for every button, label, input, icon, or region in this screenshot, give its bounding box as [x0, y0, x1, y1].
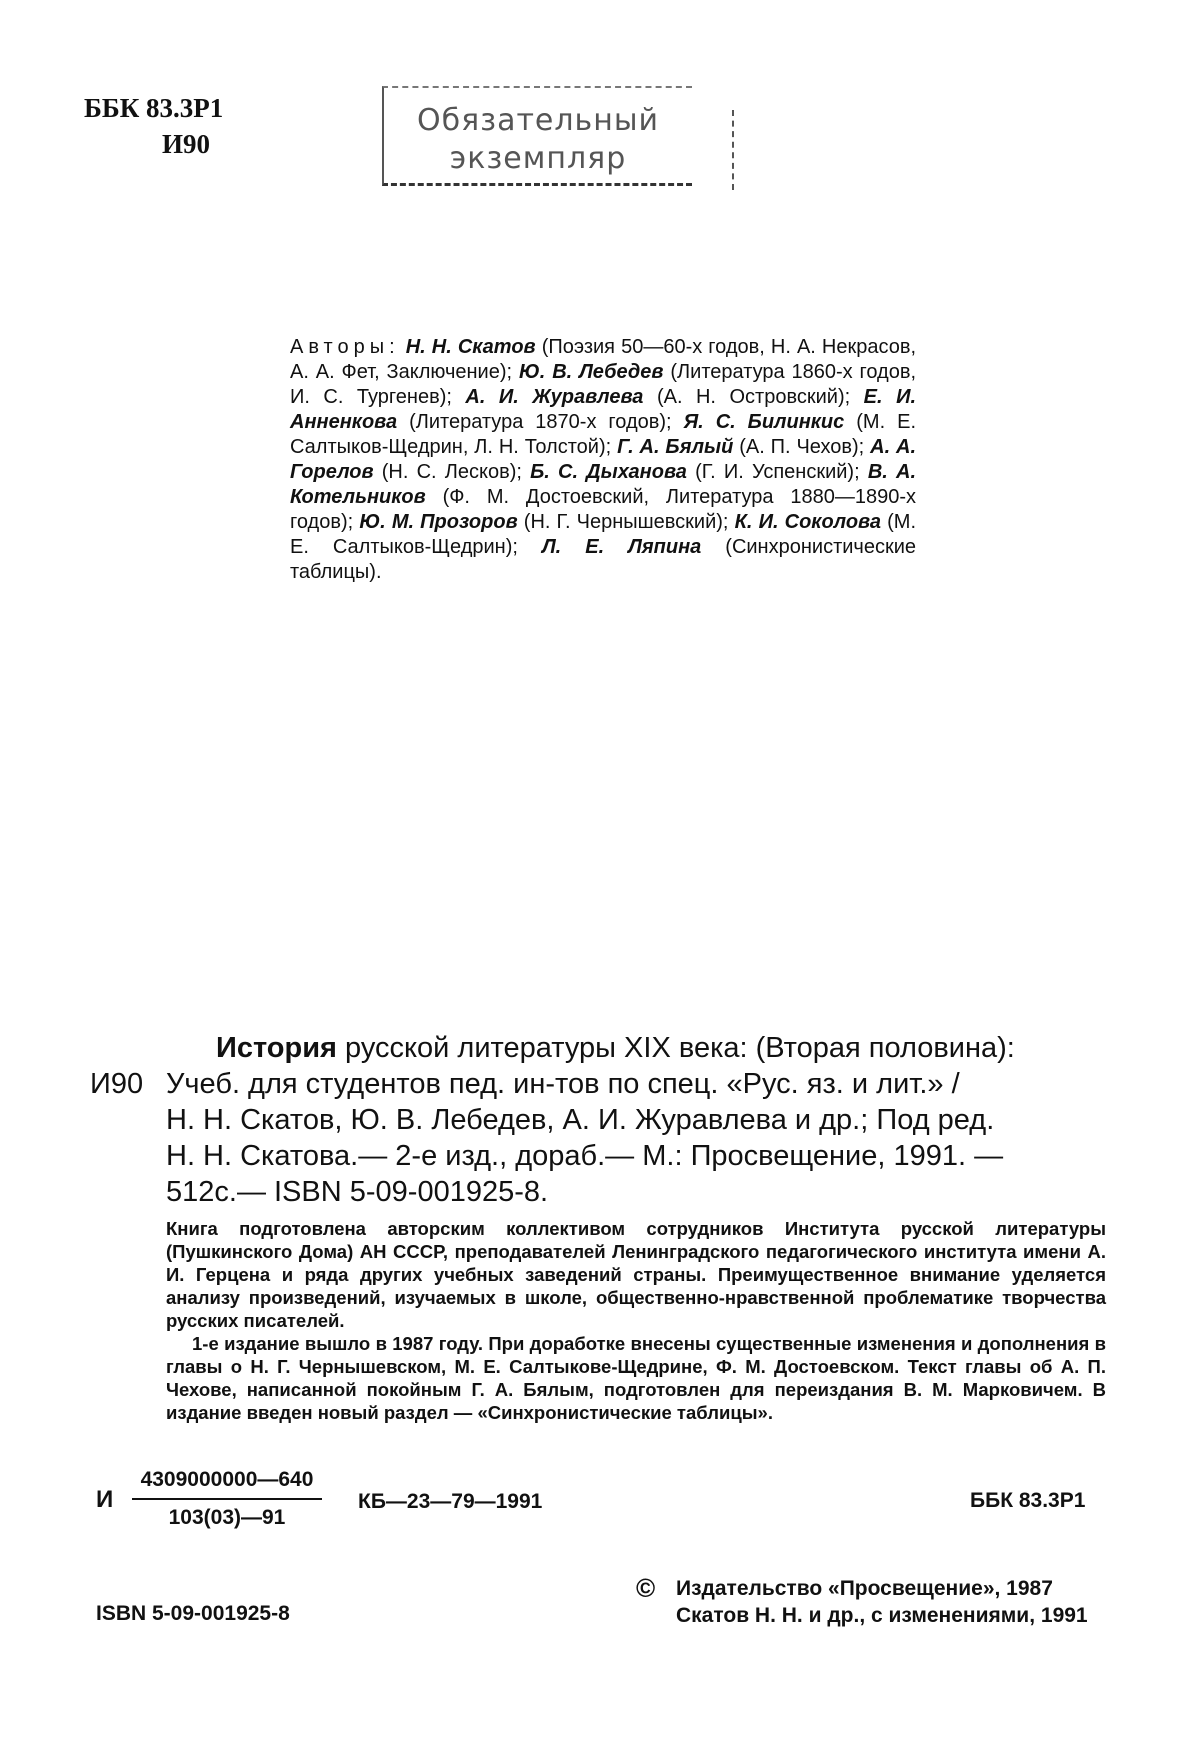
bbk-code-bottom: ББК 83.3Р1	[970, 1489, 1086, 1512]
bbk-code: ББК 83.3Р1	[84, 93, 224, 123]
copyright-icon: ©	[636, 1573, 656, 1603]
author-entry: В. А. Котельников (Ф. М. Достоевский, Литература 1880—1890-х годов);	[290, 461, 917, 533]
author-entry: Е. И. Анненкова (Литература 1870-х годов);	[290, 386, 917, 433]
code-denominator: 103(03)—91	[168, 1506, 286, 1529]
copyright-block	[636, 1575, 1106, 1629]
code-fraction	[132, 1468, 322, 1530]
code-letter: И	[96, 1486, 114, 1513]
mandatory-copy-stamp	[382, 86, 692, 186]
author-entry: А. И. Журавлева (А. Н. Островский);	[465, 386, 851, 408]
entry-line-2: И90 Учеб. для студентов пед. ин-тов по спец. «Рус. яз. и лит.» /	[90, 1068, 960, 1100]
isbn: ISBN 5-09-001925-8	[96, 1602, 290, 1625]
stamp-edge	[732, 110, 736, 190]
entry-line-4: Н. Н. Скатова.— 2-е изд., дораб.— М.: Просвещение, 1991. —	[166, 1140, 1004, 1172]
copyright-line-1: Издательство «Просвещение», 1987	[676, 1577, 1053, 1600]
kb-code: КБ—23—79—1991	[358, 1490, 543, 1513]
bbk-block-top	[84, 90, 223, 163]
entry-line-3: Н. Н. Скатов, Ю. В. Лебедев, А. И. Журавлева и др.; Под ред.	[166, 1104, 995, 1136]
author-entry: Г. А. Бялый (А. П. Чехов);	[617, 436, 865, 458]
annotation-paragraph-1: Книга подготовлена авторским коллективом сотрудников Института русской литературы (Пушкинского Дома) АН СССР, преподавателей Ленинградского педагогического института имени А. И. Герцена и ряда других учебных заведений страны. Преимущественное внимание уделяется анализу произведений, изучаемых в школе, общественно-нравственной проблематике творчества русских писателей.	[166, 1218, 1106, 1331]
author-entry: Ю. В. Лебедев (Литература 1860-х годов, И. С. Тургенев);	[290, 361, 917, 408]
bibliographic-entry	[90, 1030, 1105, 1210]
author-entry: Б. С. Дыханова (Г. И. Успенский);	[530, 461, 860, 483]
entry-title: История русской литературы XIX века: (Вторая половина):	[216, 1032, 1015, 1064]
authors-block	[290, 335, 916, 585]
copyright-line-2: Скатов Н. Н. и др., с изменениями, 1991	[676, 1604, 1088, 1627]
author-index: И90	[162, 129, 211, 160]
author-entry: К. И. Соколова (М. Е. Салтыков-Щедрин);	[290, 511, 917, 558]
entry-line-5: 512с.— ISBN 5-09-001925-8.	[166, 1176, 549, 1208]
author-entry: Л. Е. Ляпина (Синхронистические таблицы).	[290, 536, 916, 583]
entry-index: И90	[90, 1068, 144, 1100]
author-entry: Ю. М. Прозоров (Н. Г. Чернышевский);	[359, 511, 729, 533]
author-entry: Я. С. Билинкис (М. Е. Салтыков-Щедрин, Л. Н. Толстой);	[290, 411, 917, 458]
annotation	[166, 1217, 1106, 1424]
stamp-line-2: экземпляр	[449, 140, 627, 176]
authors-lead: Авторы:	[290, 336, 400, 358]
author-entry: А. А. Горелов (Н. С. Лесков);	[290, 436, 917, 483]
annotation-paragraph-2: 1-е издание вышло в 1987 году. При доработке внесены существенные изменения и дополнения в главы о Н. Г. Чернышевском, М. Е. Салтыкове-Щедрине, Ф. М. Достоевском. Текст главы об А. П. Чехове, написанной покойным Г. А. Бялым, подготовлен для переиздания В. М. Марковичем. В издание введен новый раздел — «Синхронистические таблицы».	[166, 1333, 1106, 1423]
code-numerator: 4309000000—640	[132, 1468, 322, 1500]
stamp-line-1: Обязательный	[416, 103, 660, 138]
author-entry: Н. Н. Скатов (Поэзия 50—60-х годов, Н. А. Некрасов, А. А. Фет, Заключение);	[290, 336, 917, 383]
